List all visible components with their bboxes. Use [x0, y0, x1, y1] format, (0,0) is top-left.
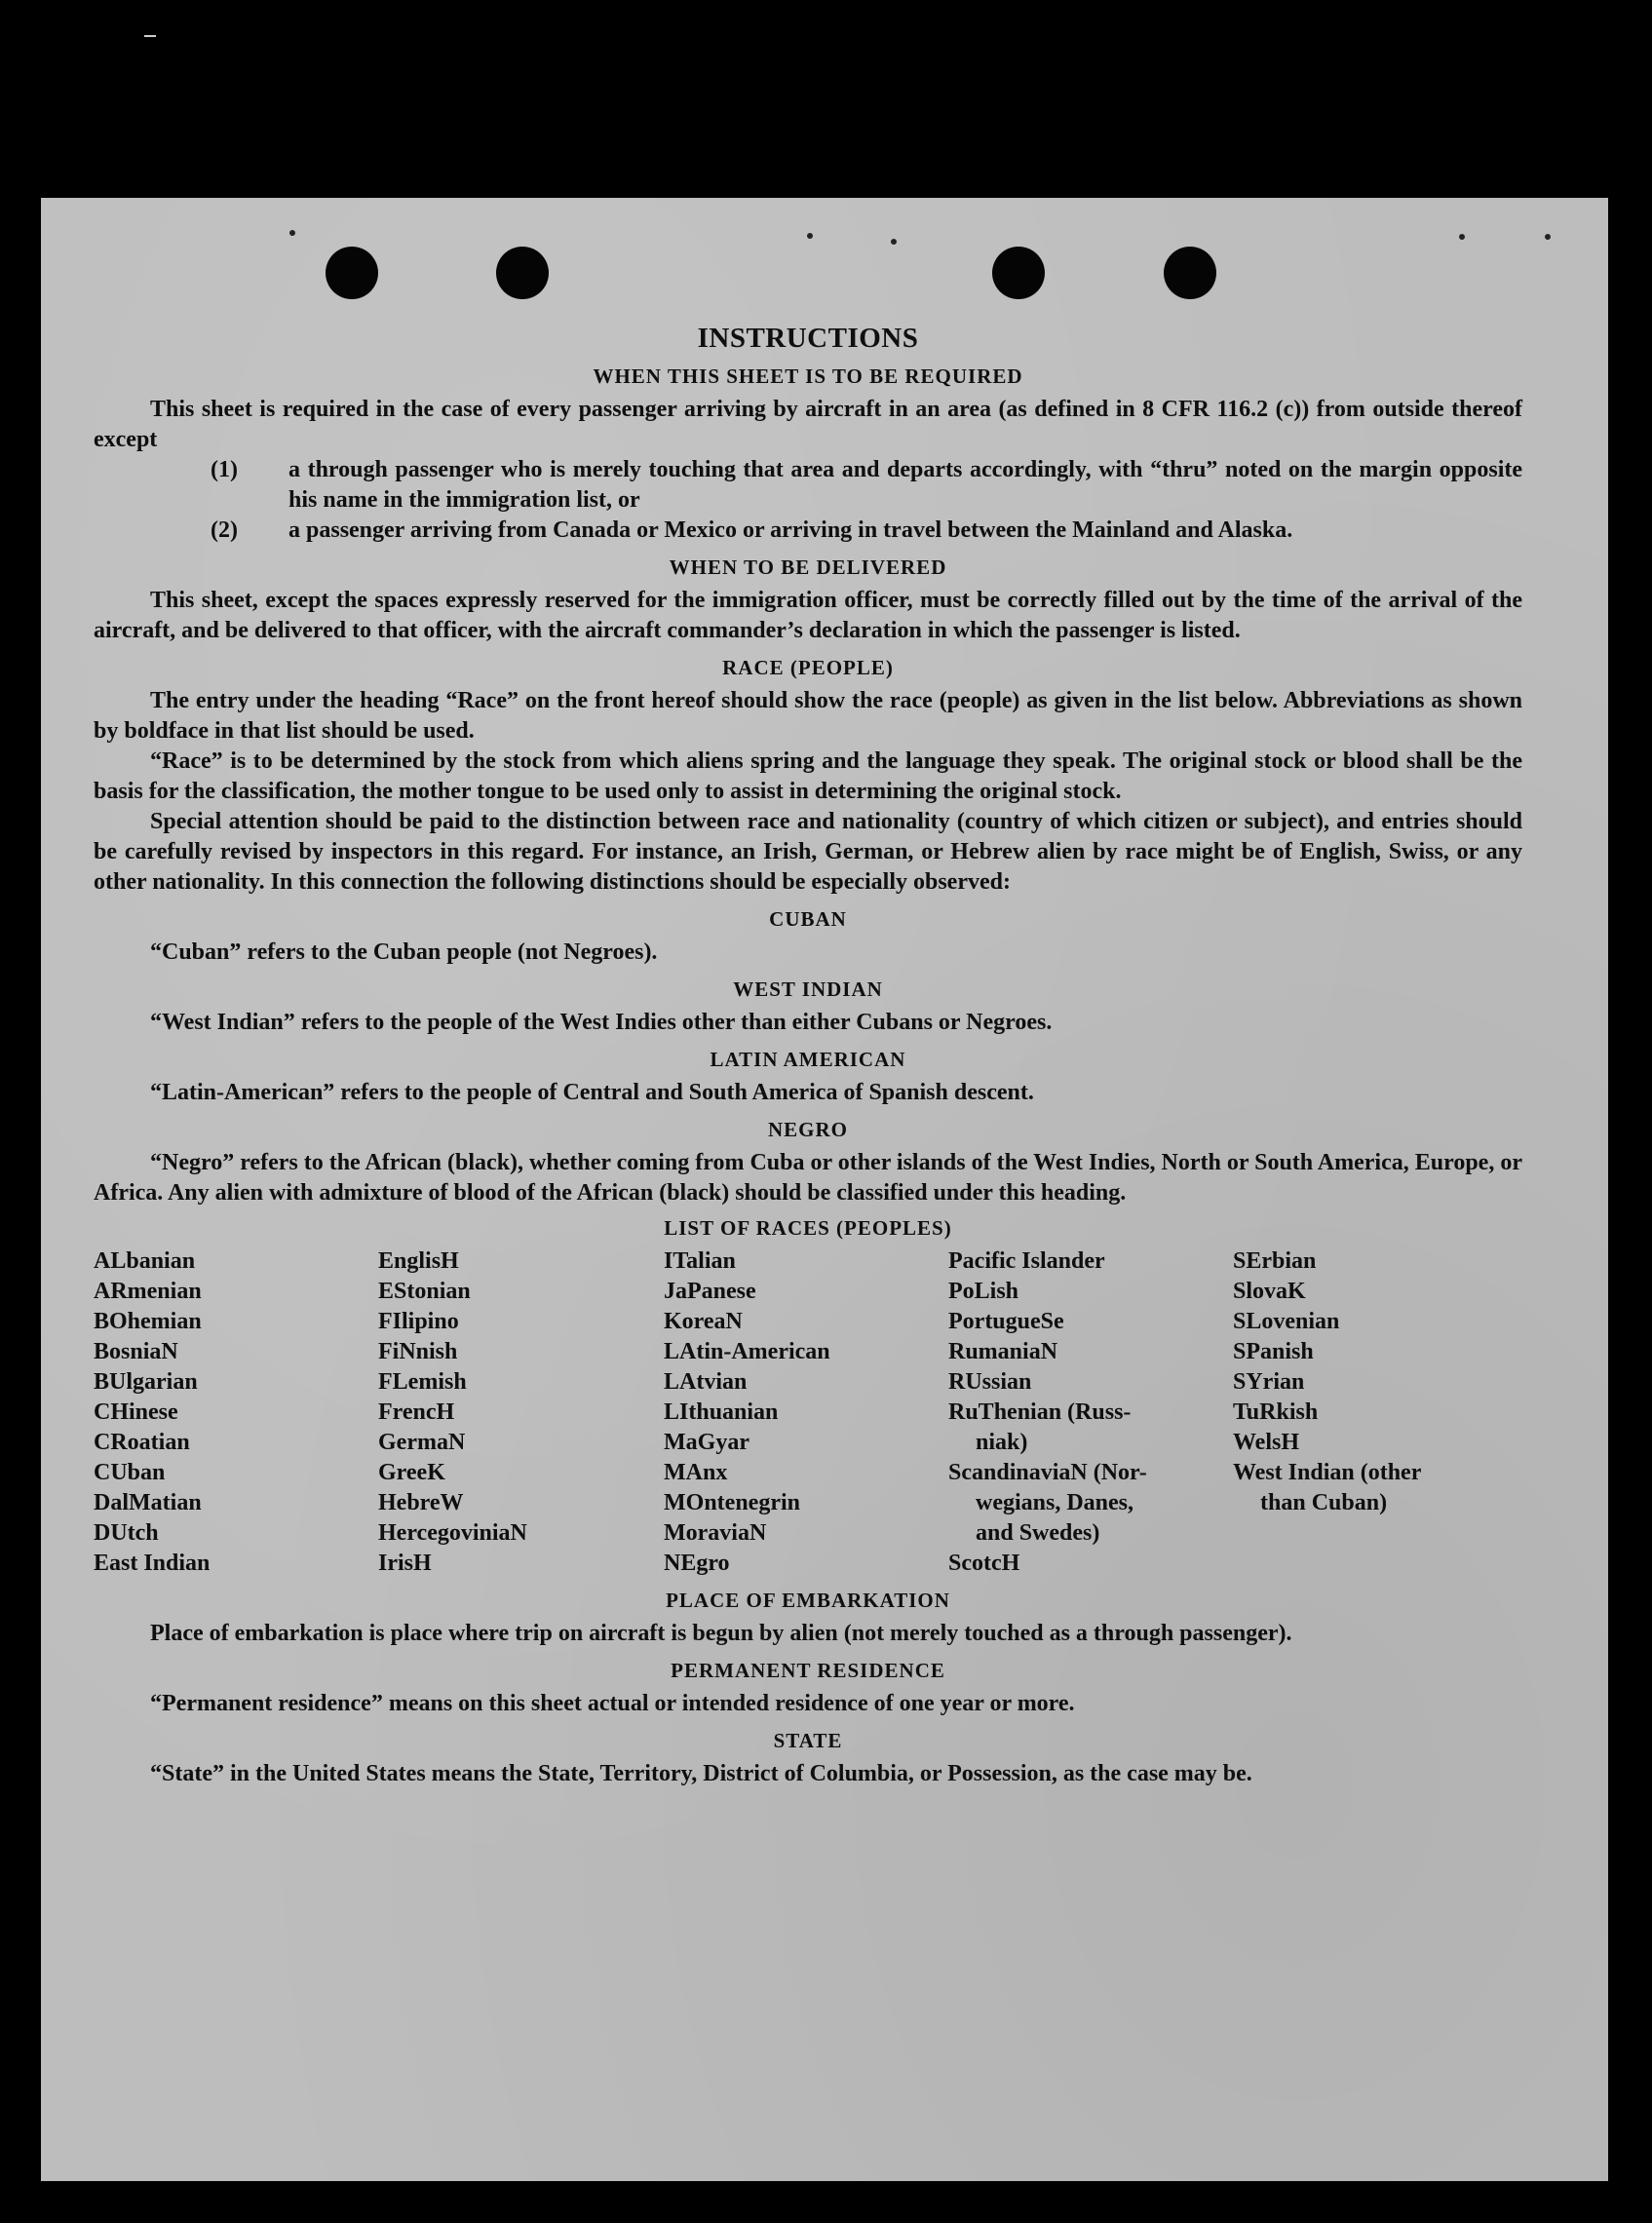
race-entry: GreeK [378, 1460, 445, 1485]
section-heading-list-of-races: LIST OF RACES (PEOPLES) [664, 1216, 952, 1240]
punch-hole [326, 247, 378, 299]
required-intro: This sheet is required in the case of every passenger arriving by aircraft in an area (as defined in 8 CFR 116.2 (c)) from outside thereof except [94, 397, 1522, 452]
exception-number: (2) [211, 517, 238, 543]
scan-speck [891, 239, 897, 245]
page-title: INSTRUCTIONS [697, 323, 919, 354]
delivery-text: This sheet, except the spaces expressly reserved for the immigration officer, must be correctly filled out by the time of the arrival of the aircraft, and be delivered to that officer, with the aircraft commander’s declaration in which the passenger is listed. [94, 588, 1522, 643]
race-entry: FIlipino [378, 1309, 459, 1334]
race-entry: CRoatian [94, 1430, 190, 1455]
exception-item-2 [94, 516, 1522, 546]
race-entry: BosniaN [94, 1339, 178, 1364]
race-entry-continuation-text: niak) [976, 1430, 1028, 1455]
race-paragraph-2: “Race” is to be determined by the stock from which aliens spring and the language they speak. The original stock or blood shall be the basis for the classification, the mother tongue to be used only to assist in determining the original stock. [94, 748, 1522, 804]
race-entry: EnglisH [378, 1248, 459, 1274]
scan-speck [1459, 234, 1465, 240]
race-entry-continuation-text: and Swedes) [976, 1520, 1100, 1546]
races-column [94, 1246, 378, 1579]
scan-speck [289, 230, 295, 236]
race-entry: ITalian [664, 1248, 736, 1274]
race-entry: RumaniaN [948, 1339, 1058, 1364]
race-entry: PortugueSe [948, 1309, 1064, 1334]
punch-hole [496, 247, 549, 299]
race-entry: HebreW [378, 1490, 464, 1515]
race-entry: ScotcH [948, 1551, 1020, 1576]
race-entry: ScandinaviaN (Nor- [948, 1460, 1147, 1485]
race-entry: HercegoviniaN [378, 1520, 527, 1546]
west-indian-text: “West Indian” refers to the people of the West Indies other than either Cubans or Negroes. [150, 1010, 1053, 1035]
embarkation-text: Place of embarkation is place where trip on aircraft is begun by alien (not merely touched as a through passenger). [150, 1621, 1292, 1646]
race-entry: GermaN [378, 1430, 466, 1455]
race-entry: West Indian (other [1233, 1460, 1422, 1485]
cuban-text: “Cuban” refers to the Cuban people (not Negroes). [150, 939, 658, 965]
latin-american-text: “Latin-American” refers to the people of Central and South America of Spanish descent. [150, 1080, 1034, 1105]
races-column [1233, 1246, 1518, 1579]
race-entry-continuation-text: than Cuban) [1260, 1490, 1388, 1515]
section-heading-state: STATE [773, 1729, 843, 1752]
section-heading-permanent-residence: PERMANENT RESIDENCE [671, 1659, 945, 1682]
scan-speck [1545, 234, 1551, 240]
race-entry: FiNnish [378, 1339, 458, 1364]
race-entry: RUssian [948, 1369, 1032, 1395]
race-paragraph-1: The entry under the heading “Race” on the front hereof should show the race (people) as given in the list below. Abbreviations as shown by boldface in that list should be used. [94, 688, 1522, 744]
state-text: “State” in the United States means the State, Territory, District of Columbia, or Possession, as the case may be. [150, 1761, 1252, 1786]
race-entry: MAnx [664, 1460, 728, 1485]
race-entry-continuation [948, 1518, 1233, 1549]
race-entry: LAtin-American [664, 1339, 830, 1364]
section-heading-race: RACE (PEOPLE) [722, 656, 894, 679]
race-entry: Pacific Islander [948, 1248, 1105, 1274]
race-entry: MaGyar [664, 1430, 749, 1455]
race-entry-continuation [948, 1488, 1233, 1518]
exception-number: (1) [211, 457, 238, 482]
race-entry: NEgro [664, 1551, 730, 1576]
race-entry-continuation-text: wegians, Danes, [976, 1490, 1134, 1515]
race-entry: ARmenian [94, 1279, 202, 1304]
race-entry: IrisH [378, 1551, 432, 1576]
exception-item-1 [94, 455, 1522, 516]
race-entry: WelsH [1233, 1430, 1300, 1455]
race-entry: EStonian [378, 1279, 471, 1304]
race-entry: MoraviaN [664, 1520, 767, 1546]
scan-speck [807, 233, 813, 239]
race-entry-continuation [948, 1428, 1233, 1458]
races-column [378, 1246, 664, 1579]
race-entry-continuation [1233, 1488, 1518, 1518]
scan-mark [144, 35, 156, 37]
section-heading-embarkation: PLACE OF EMBARKATION [666, 1589, 950, 1612]
permanent-residence-text: “Permanent residence” means on this sheet actual or intended residence of one year or more. [150, 1691, 1075, 1716]
races-list [94, 1246, 1522, 1579]
race-entry: SLovenian [1233, 1309, 1340, 1334]
negro-text: “Negro” refers to the African (black), whether coming from Cuba or other islands of the West Indies, North or South America, Europe, or Africa. Any alien with admixture of blood of the African (black) should be classified under this heading. [94, 1150, 1522, 1206]
race-entry: TuRkish [1233, 1399, 1319, 1425]
race-entry: FrencH [378, 1399, 455, 1425]
punch-hole [1164, 247, 1216, 299]
race-entry: LAtvian [664, 1369, 748, 1395]
race-entry: KoreaN [664, 1309, 743, 1334]
race-entry: DUtch [94, 1520, 159, 1546]
race-entry: East Indian [94, 1551, 211, 1576]
race-entry: JaPanese [664, 1279, 756, 1304]
races-column [664, 1246, 948, 1579]
race-entry: PoLish [948, 1279, 1019, 1304]
race-entry: FLemish [378, 1369, 467, 1395]
race-entry: SErbian [1233, 1248, 1317, 1274]
race-paragraph-3: Special attention should be paid to the distinction between race and nationality (country of which citizen or subject), and entries should be carefully revised by inspectors in this regard. For instance, an Irish, German, or Hebrew alien by race might be of English, Swiss, or any other nationality. In this connection the following distinctions should be especially observed: [94, 809, 1522, 895]
races-column [948, 1246, 1233, 1579]
document-page [41, 198, 1608, 2181]
race-entry: RuThenian (Russ- [948, 1399, 1132, 1425]
exception-text: a passenger arriving from Canada or Mexico or arriving in travel between the Mainland and Alaska. [288, 517, 1293, 543]
race-entry: SPanish [1233, 1339, 1314, 1364]
section-heading-negro: NEGRO [767, 1118, 848, 1141]
race-entry: DalMatian [94, 1490, 202, 1515]
section-heading-west-indian: WEST INDIAN [733, 977, 883, 1001]
instructions-content [94, 323, 1522, 1789]
race-entry: ALbanian [94, 1248, 196, 1274]
race-entry: CHinese [94, 1399, 178, 1425]
section-heading-when-required: WHEN THIS SHEET IS TO BE REQUIRED [593, 364, 1023, 388]
race-entry: SlovaK [1233, 1279, 1306, 1304]
punch-hole [992, 247, 1045, 299]
race-entry: SYrian [1233, 1369, 1305, 1395]
section-heading-latin-american: LATIN AMERICAN [710, 1048, 906, 1071]
exception-text: a through passenger who is merely touching that area and departs accordingly, with “thru” noted on the margin opposite his name in the immigration list, or [288, 457, 1522, 513]
section-heading-cuban: CUBAN [769, 907, 847, 931]
race-entry: LIthuanian [664, 1399, 779, 1425]
race-entry: BUlgarian [94, 1369, 198, 1395]
race-entry: CUban [94, 1460, 166, 1485]
section-heading-when-delivered: WHEN TO BE DELIVERED [669, 556, 947, 579]
race-entry: MOntenegrin [664, 1490, 800, 1515]
race-entry: BOhemian [94, 1309, 202, 1334]
